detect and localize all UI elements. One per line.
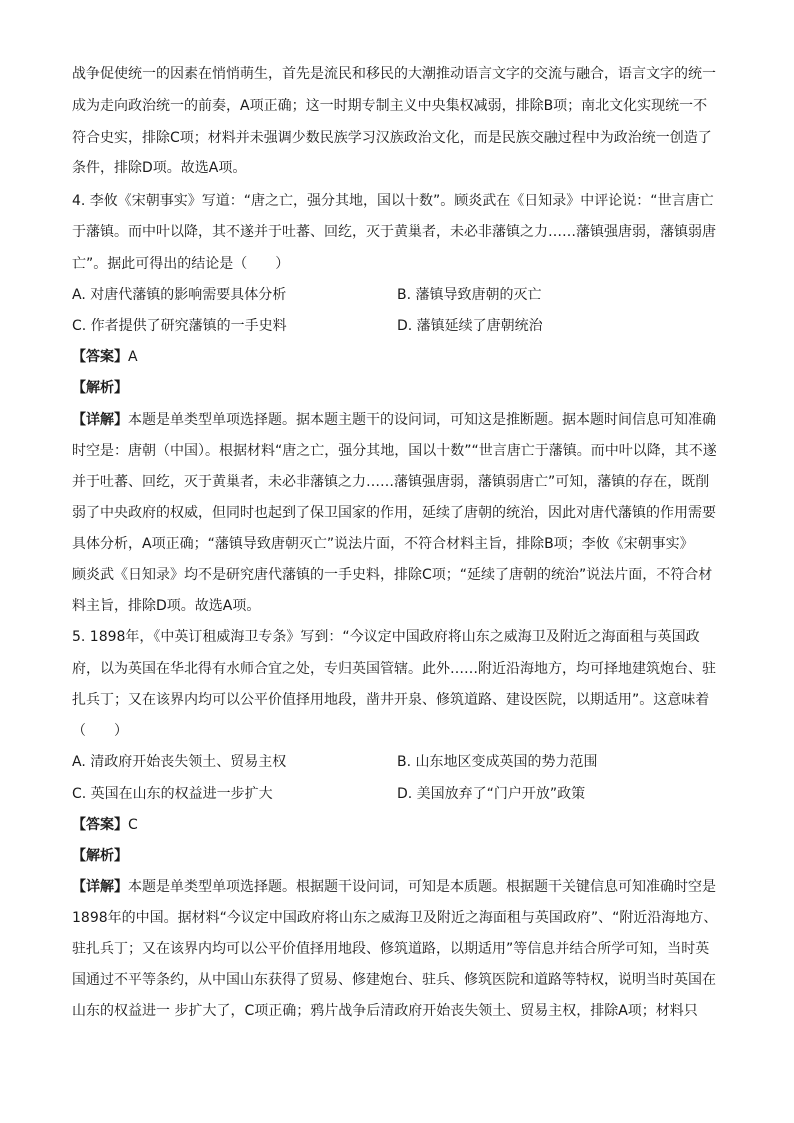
text-line: 成为走向政治统一的前奏，A项正确；这一时期专制主义中央集权减弱，排除B项；南北文化实现统一不	[72, 98, 708, 114]
question-4-stem: 亡”。据此可得出的结论是（ ）	[72, 256, 290, 272]
question-4-option-c: C. 作者提供了研究藩镇的一手史料	[72, 318, 287, 334]
question-4-detail: 并于吐蕃、回纥，灭于黄巢者，未必非藩镇之力……藩镇强唐弱，藩镇弱唐亡”可知，藩镇的存在，既削	[72, 474, 710, 490]
question-5-stem: 扎兵丁；又在该界内均可以公平价值择用地段，凿井开泉、修筑道路、建设医院，以期适用”。这意味着	[72, 692, 710, 708]
question-4-analysis-label	[72, 378, 128, 398]
detail-label: 【详解】	[72, 412, 128, 428]
question-4-option-b: B. 藩镇导致唐朝的灭亡	[397, 287, 542, 303]
question-5-answer	[72, 815, 138, 835]
question-4-option-a: A. 对唐代藩镇的影响需要具体分析	[72, 287, 287, 303]
question-4-stem: 4. 李攸《宋朝事实》写道：“唐之亡，强分其地，国以十数”。顾炎武在《日知录》中评论说：“世言唐亡	[72, 193, 714, 209]
question-4-detail: 时空是：唐朝（中国）。根据材料“唐之亡，强分其地，国以十数”“世言唐亡于藩镇。而中叶以降，其不遂	[72, 443, 717, 459]
answer-label: 【答案】	[72, 349, 128, 365]
analysis-label: 【解析】	[72, 380, 128, 396]
question-5-option-c: C. 英国在山东的权益进一步扩大	[72, 786, 273, 802]
answer-value: A	[128, 349, 138, 365]
question-4-detail: 料主旨，排除D项。故选A项。	[72, 598, 261, 614]
question-5-detail: 1898年的中国。据材料“今议定中国政府将山东之威海卫及附近之海面租与英国政府”、“附近沿海地方、	[72, 910, 718, 926]
question-4-option-d: D. 藩镇延续了唐朝统治	[397, 318, 543, 334]
question-4-detail: 弱了中央政府的权威，但同时也起到了保卫国家的作用，延续了唐朝的统治，因此对唐代藩镇的作用需要	[72, 505, 716, 521]
question-5-stem: 5. 1898年，《中英订租威海卫专条》写到：“今议定中国政府将山东之威海卫及附近之海面租与英国政	[72, 629, 700, 645]
question-5-option-b: B. 山东地区变成英国的势力范围	[397, 754, 598, 770]
text-line: 条件，排除D项。故选A项。	[72, 160, 247, 176]
detail-text: 本题是单类型单项选择题。根据题干设问词，可知是本质题。根据题干关键信息可知准确时空是	[128, 879, 716, 895]
question-5-detail	[72, 877, 722, 897]
text-line: 战争促使统一的因素在悄悄萌生，首先是流民和移民的大潮推动语言文字的交流与融合，语言文字的统一	[72, 66, 716, 82]
detail-text: 本题是单类型单项选择题。据本题主题干的设问词，可知这是推断题。据本题时间信息可知准确	[128, 412, 716, 428]
question-4-detail: 具体分析，A项正确；“藩镇导致唐朝灭亡”说法片面，不符合材料主旨，排除B项；李攸《宋朝事实》	[72, 536, 694, 552]
question-4-detail: 顾炎武《日知录》均不是研究唐代藩镇的一手史料，排除C项；“延续了唐朝的统治”说法片面，不符合材	[72, 567, 713, 583]
question-5-detail: 驻扎兵丁；又在该界内均可以公平价值择用地段、修筑道路，以期适用”等信息并结合所学可知，当时英	[72, 941, 710, 957]
detail-label: 【详解】	[72, 879, 128, 895]
question-5-option-d: D. 美国放弃了“门户开放”政策	[397, 786, 586, 802]
question-5-detail: 国通过不平等条约，从中国山东获得了贸易、修建炮台、驻兵、修筑医院和道路等特权，说明当时英国在	[72, 972, 716, 988]
text-line: 符合史实，排除C项；材料并未强调少数民族学习汉族政治文化，而是民族交融过程中为政治统一创造了	[72, 130, 712, 146]
question-4-detail	[72, 410, 722, 430]
question-5-stem: （ ）	[72, 723, 128, 739]
analysis-label: 【解析】	[72, 848, 128, 864]
question-5-stem: 府，以为英国在华北得有水师合宜之处，专归英国管辖。此外……附近沿海地方，均可择地建筑炮台、驻	[72, 661, 716, 677]
question-4-answer	[72, 347, 138, 367]
question-5-detail: 山东的权益进一 步扩大了，C项正确；鸦片战争后清政府开始丧失领土、贸易主权，排除A项；材料只	[72, 1003, 698, 1019]
answer-label: 【答案】	[72, 817, 128, 833]
question-5-option-a: A. 清政府开始丧失领土、贸易主权	[72, 754, 287, 770]
question-5-analysis-label	[72, 846, 128, 866]
answer-value: C	[128, 817, 138, 833]
question-4-stem: 于藩镇。而中叶以降，其不遂并于吐蕃、回纥，灭于黄巢者，未必非藩镇之力……藩镇强唐弱，藩镇弱唐	[72, 224, 716, 240]
